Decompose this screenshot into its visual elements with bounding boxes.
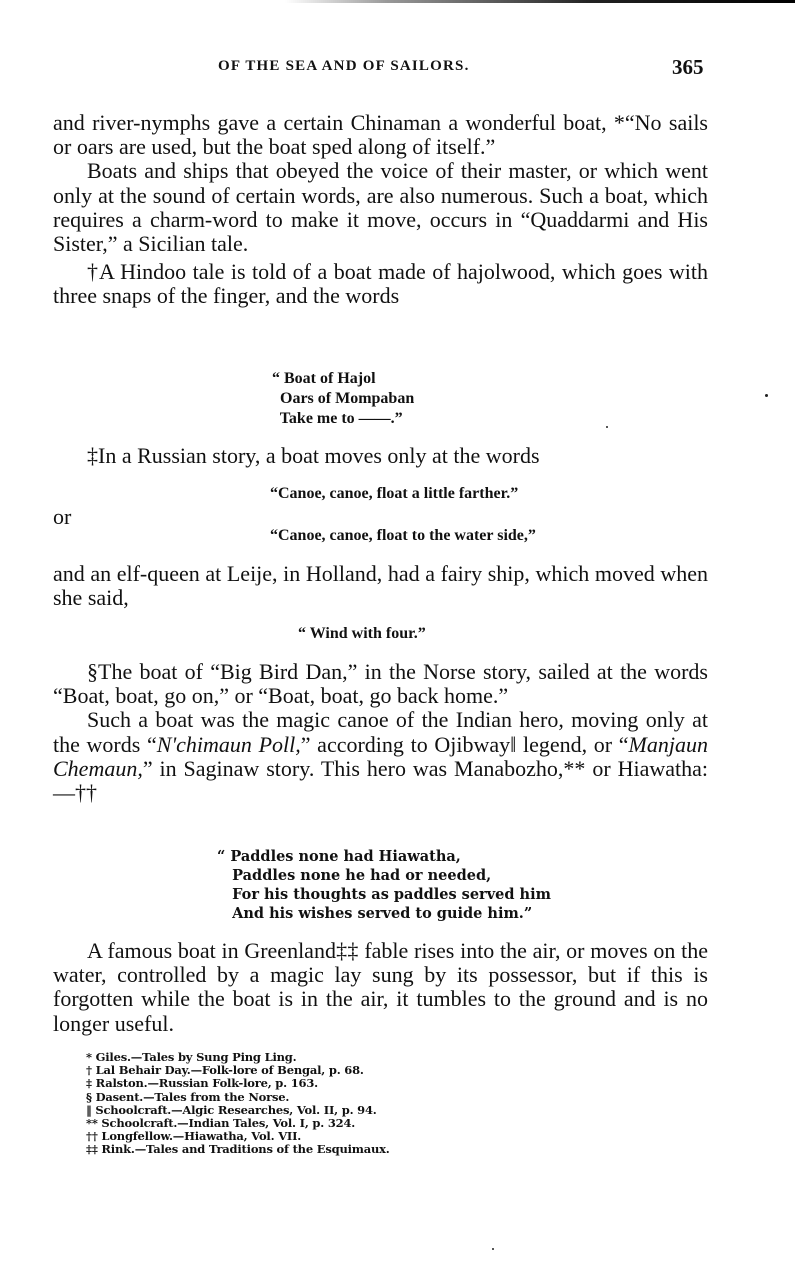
- verse-line: Oars of Mompaban: [272, 390, 415, 407]
- footnote-2: † Lal Behair Day.—Folk-lore of Bengal, p. 68.: [86, 1063, 364, 1078]
- text-block-1: [53, 111, 708, 309]
- text-block-5: [53, 939, 708, 1036]
- scan-speck: [492, 1248, 494, 1250]
- quote-wind: “ Wind with four.”: [298, 625, 426, 642]
- paragraph-6: §The boat of “Big Bird Dan,” in the Norse story, sailed at the words “Boat, boat, go on,” or “Boat, boat, go back home.”: [53, 659, 708, 709]
- footnote-6: ** Schoolcraft.—Indian Tales, Vol. I, p. 324.: [86, 1116, 356, 1131]
- verse-line: And his wishes served to guide him.”: [217, 905, 533, 922]
- footnote-7: †† Longfellow.—Hiawatha, Vol. VII.: [86, 1129, 302, 1144]
- footnote-4: § Dasent.—Tales from the Norse.: [86, 1089, 290, 1104]
- running-head: OF THE SEA AND OF SAILORS.: [218, 58, 470, 74]
- verse-line: Paddles none he had or needed,: [217, 867, 492, 884]
- text-block-3: [53, 562, 708, 610]
- paragraph-3: †A Hindoo tale is told of a boat made of hajolwood, which goes with three snaps of the finger, and the words: [53, 259, 708, 309]
- footnotes: [86, 1051, 390, 1157]
- quote-canoe-2: “Canoe, canoe, float to the water side,”: [270, 527, 536, 544]
- verse-hajol: [272, 369, 414, 429]
- verse-line: “ Boat of Hajol: [272, 370, 376, 387]
- paragraph-2: Boats and ships that obeyed the voice of their master, or which went only at the sound of certain words, are also numerous. Such a boat, which requires a charm-word to make it move, occurs in “Quaddarmi and His Sister,” a Sicilian tale.: [53, 158, 708, 257]
- footnote-8: ‡‡ Rink.—Tales and Traditions of the Esquimaux.: [86, 1142, 390, 1157]
- verse-hiawatha: [217, 847, 551, 923]
- p7-italic-nchimaun: N'chimaun Poll,: [156, 731, 301, 757]
- page-top-edge: [285, 0, 795, 3]
- p7-text-c: ” according to Ojibway‖ legend, or “: [300, 731, 629, 757]
- paragraph-4: ‡In a Russian story, a boat moves only at the words: [87, 443, 540, 468]
- text-block-4: [53, 660, 708, 805]
- footnote-3: ‡ Ralston.—Russian Folk-lore, p. 163.: [86, 1076, 318, 1091]
- p7-text-e: ” in Saginaw story. This hero was Manabozho,** or Hiawatha:—††: [53, 755, 708, 806]
- verse-line: “ Paddles none had Hiawatha,: [217, 848, 461, 865]
- paragraph-1: and river-nymphs gave a certain Chinaman a wonderful boat, *“No sails or oars are used, but the boat sped along of itself.”: [53, 110, 708, 160]
- paragraph-5: and an elf-queen at Leije, in Holland, had a fairy ship, which moved when she said,: [53, 561, 708, 611]
- scan-speck: [765, 394, 768, 397]
- quote-canoe-1: “Canoe, canoe, float a little farther.”: [270, 485, 519, 502]
- verse-line: Take me to ——.”: [272, 410, 403, 427]
- or-word: or: [53, 504, 72, 529]
- scan-speck: [606, 426, 608, 428]
- footnote-1: * Giles.—Tales by Sung Ping Ling.: [86, 1050, 297, 1064]
- p7-text-a: Such a boat was the magic canoe of the Indian hero, moving only at the words “: [53, 707, 708, 757]
- page-number: 365: [672, 55, 704, 79]
- verse-line: For his thoughts as paddles served him: [217, 886, 551, 903]
- page-header: [0, 55, 795, 82]
- footnote-5: ‖ Schoolcraft.—Algic Researches, Vol. II, p. 94.: [86, 1102, 377, 1117]
- text-block-2: [87, 444, 707, 468]
- paragraph-8: A famous boat in Greenland‡‡ fable rises into the air, or moves on the water, controlled by a magic lay sung by its possessor, but if this is forgotten while the boat is in the air, it tumbles to the ground and is no longer useful.: [53, 938, 708, 1036]
- p7-italic-manjaun: Manjaun Chemaun,: [53, 731, 708, 781]
- paragraph-7: [53, 708, 708, 805]
